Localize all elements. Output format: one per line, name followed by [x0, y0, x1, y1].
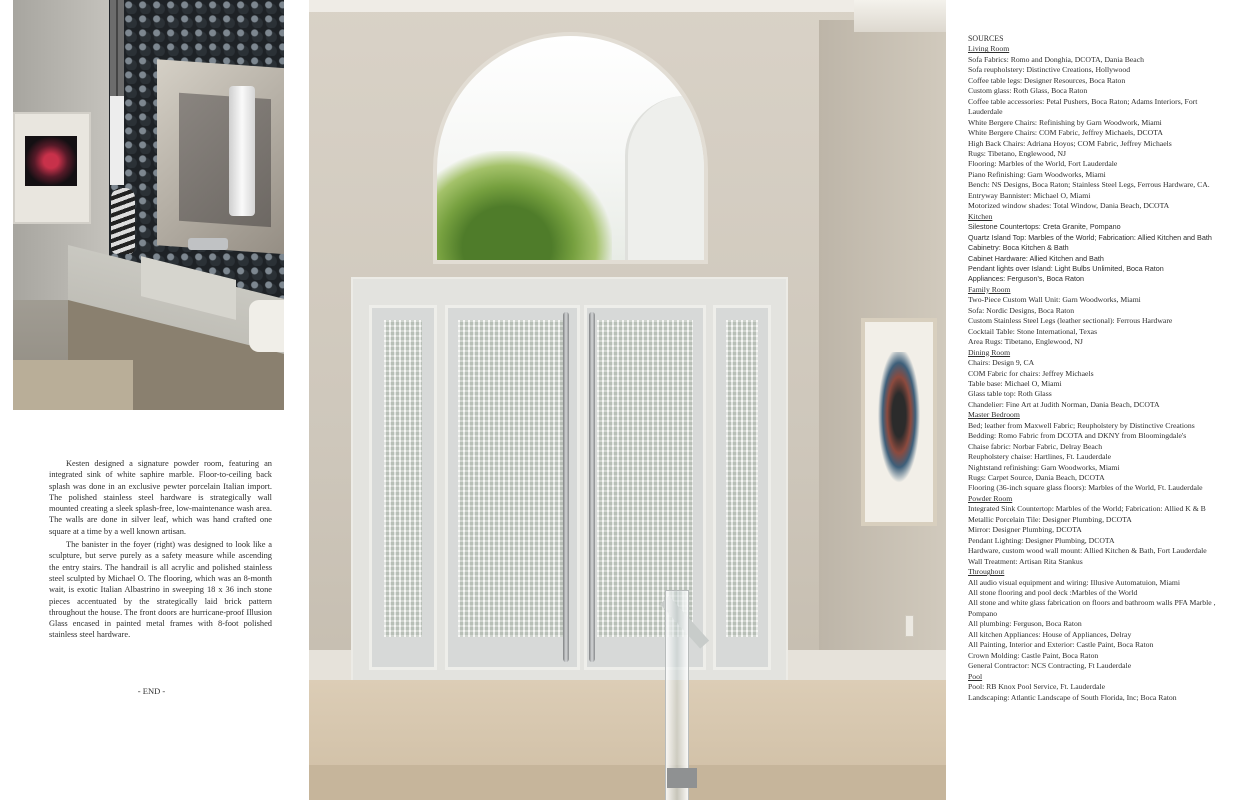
source-section-title: Dining Room: [968, 347, 1011, 357]
wall-artwork: [13, 112, 91, 224]
source-line: Coffee table accessories: Petal Pushers, Boca Raton; Adams Interiors, Fort Lauderdale: [968, 96, 1198, 117]
zebra-vase: [111, 188, 135, 254]
source-line: White Bergere Chairs: COM Fabric, Jeffrey Michaels, DCOTA: [968, 128, 1163, 138]
source-line: Hardware, custom wood wall mount: Allied Kitchen & Bath, Fort Lauderdale: [968, 546, 1207, 556]
source-line: All plumbing: Ferguson, Boca Raton: [968, 619, 1082, 629]
source-line: Sofa: Nordic Designs, Boca Raton: [968, 305, 1075, 315]
front-door-left: [445, 305, 580, 670]
source-section-title: Powder Room: [968, 493, 1013, 503]
article-paragraph: The banister in the foyer (right) was designed to look like a sculpture, but serve purely as a safety measure while ascending the entry stairs. The handrail is all acrylic and polished stainless steel sculpted by Michael O. The flooring, which was an 8-month wait, is exotic Italian Albastrino in sweeping 18 x 36 inch stone pieces accentuated by the strategically laid brick pattern throughout the house. The front doors are hurricane-proof Illusion Glass encased in painted metal frames with 8-foot polished stainless steel hardware.: [49, 540, 272, 640]
source-line: Glass table top: Roth Glass: [968, 389, 1052, 399]
source-line: Chaise fabric: Norbar Fabric, Delray Beach: [968, 441, 1103, 451]
sources-list: [968, 44, 1218, 703]
source-line: Pendant lights over Island: Light Bulbs Unlimited, Boca Raton: [968, 263, 1164, 273]
source-line: Area Rugs: Tibetano, Englewood, NJ: [968, 337, 1083, 347]
light-switch: [905, 615, 914, 637]
wall-faucet: [188, 238, 228, 250]
source-line: Sofa reupholstery: Distinctive Creations, Hollywood: [968, 65, 1131, 75]
source-line: Cabinetry: Boca Kitchen & Bath: [968, 243, 1069, 253]
source-line: Integrated Sink Countertop: Marbles of the World; Fabrication: Allied K & B: [968, 504, 1206, 514]
palm-tree: [437, 151, 612, 264]
crown-molding: [854, 0, 946, 32]
source-line: Piano Refinishing: Garn Woodworks, Miami: [968, 169, 1106, 179]
source-line: General Contractor: NCS Contracting, Ft Lauderdale: [968, 661, 1132, 671]
ceiling: [309, 0, 946, 12]
source-line: Bedding: Romo Fabric from DCOTA and DKNY from Bloomingdale's: [968, 431, 1187, 441]
source-line: Quartz Island Top: Marbles of the World; Fabrication: Allied Kitchen and Bath: [968, 232, 1212, 242]
source-line: Metallic Porcelain Tile: Designer Plumbing, DCOTA: [968, 514, 1132, 524]
source-line: Rugs: Tibetano, Englewood, NJ: [968, 148, 1067, 158]
source-section-title: Pool: [968, 671, 983, 681]
source-line: Landscaping: Atlantic Landscape of South Florida, Inc; Boca Raton: [968, 692, 1177, 702]
source-line: All audio visual equipment and wiring: Illusive Automatuion, Miami: [968, 577, 1181, 587]
source-line: Coffee table legs: Designer Resources, Boca Raton: [968, 75, 1126, 85]
floor: [13, 360, 133, 410]
source-line: Entryway Bannister: Michael O, Miami: [968, 190, 1091, 200]
source-line: Cabinet Hardware: Allied Kitchen and Bath: [968, 253, 1104, 263]
source-line: Bench: NS Designs, Boca Raton; Stainless Steel Legs, Ferrous Hardware, CA.: [968, 180, 1210, 190]
article-paragraph: Kesten designed a signature powder room, featuring an integrated sink of white saphire marble. Floor-to-ceiling back splash was done in an exclusive pewter porcelain Italian import. The polished stainless steel hardware is strategically wall mounted creating a sleek splash-free, low-maintenance wash area. The walls are done in silver leaf, which was hand crafted one square at a time by a well known artisan.: [49, 459, 272, 536]
source-line: Two-Piece Custom Wall Unit: Garn Woodworks, Miami: [968, 295, 1141, 305]
source-line: All Painting, Interior and Exterior: Castle Paint, Boca Raton: [968, 640, 1154, 650]
source-line: All stone and white glass fabrication on floors and bathroom walls PFA Marble ,: [968, 598, 1216, 608]
source-line: Mirror: Designer Plumbing, DCOTA: [968, 525, 1082, 535]
foyer-photo: [309, 0, 946, 800]
source-line: Flooring (36-inch square glass floors): Marbles of the World, Ft. Lauderdale: [968, 483, 1203, 493]
door-handle: [563, 312, 569, 662]
entry-step: [309, 765, 946, 800]
sidelight-left: [369, 305, 437, 670]
article-body: [49, 458, 272, 643]
source-line: Chandelier: Fine Art at Judith Norman, Dania Beach, DCOTA: [968, 399, 1160, 409]
source-section-title: Family Room: [968, 284, 1011, 294]
source-line: Sofa Fabrics: Romo and Donghia, DCOTA, Dania Beach: [968, 54, 1144, 64]
pendant-light: [110, 0, 124, 185]
door-handle: [589, 312, 595, 662]
source-line: Custom Stainless Steel Legs (leather sectional): Ferrous Hardware: [968, 316, 1173, 326]
sidelight-right: [713, 305, 771, 670]
source-section-title: Master Bedroom: [968, 410, 1020, 420]
sources-column: [968, 34, 1218, 703]
source-line: Cocktail Table: Stone International, Texas: [968, 326, 1098, 336]
source-line: Pompano: [968, 608, 998, 618]
pendant-light: [229, 86, 255, 216]
source-line: Pendant Lighting: Designer Plumbing, DCOTA: [968, 535, 1115, 545]
source-line: Pool: RB Knox Pool Service, Ft. Lauderdale: [968, 682, 1106, 692]
source-line: All stone flooring and pool deck :Marbles of the World: [968, 588, 1138, 598]
source-line: Table base: Michael O, Miami: [968, 378, 1062, 388]
source-line: White Bergere Chairs: Refinishing by Garn Woodwork, Miami: [968, 117, 1162, 127]
source-line: Silestone Countertops: Creta Granite, Pompano: [968, 222, 1121, 232]
arched-window: [433, 32, 708, 264]
source-line: Flooring: Marbles of the World, Fort Lauderdale: [968, 159, 1118, 169]
source-line: Rugs: Carpet Source, Dania Beach, DCOTA: [968, 473, 1105, 483]
powder-room-photo: [13, 0, 284, 410]
sources-heading: SOURCES: [968, 34, 1004, 43]
source-line: COM Fabric for chairs: Jeffrey Michaels: [968, 368, 1094, 378]
exterior-archway: [625, 96, 708, 264]
rolled-towels: [249, 300, 284, 352]
source-line: Reupholstery chaise: Hartlines, Ft. Lauderdale: [968, 452, 1112, 462]
banister-base: [667, 768, 697, 788]
source-line: Motorized window shades: Total Window, Dania Beach, DCOTA: [968, 201, 1170, 211]
source-line: Custom glass: Roth Glass, Boca Raton: [968, 86, 1088, 96]
source-section-title: Throughout: [968, 567, 1005, 577]
source-line: Appliances: Ferguson's, Boca Raton: [968, 274, 1085, 284]
source-line: Nightstand refinishing: Garn Woodworks, Miami: [968, 462, 1120, 472]
source-line: Chairs: Design 9, CA: [968, 358, 1035, 368]
source-section-title: Living Room: [968, 44, 1010, 54]
source-line: Wall Treatment: Artisan Rita Stankus: [968, 556, 1083, 566]
source-line: Bed; leather from Maxwell Fabric; Reupholstery by Distinctive Creations: [968, 420, 1195, 430]
source-section-title: Kitchen: [968, 211, 993, 221]
source-line: All kitchen Appliances: House of Appliances, Delray: [968, 629, 1132, 639]
end-marker: - END -: [137, 686, 166, 696]
source-line: Crown Molding: Castle Paint, Boca Raton: [968, 650, 1099, 660]
mirror: [157, 59, 284, 255]
source-line: High Back Chairs: Adriana Hoyos; COM Fabric, Jeffrey Michaels: [968, 138, 1172, 148]
framed-artwork: [861, 318, 937, 526]
